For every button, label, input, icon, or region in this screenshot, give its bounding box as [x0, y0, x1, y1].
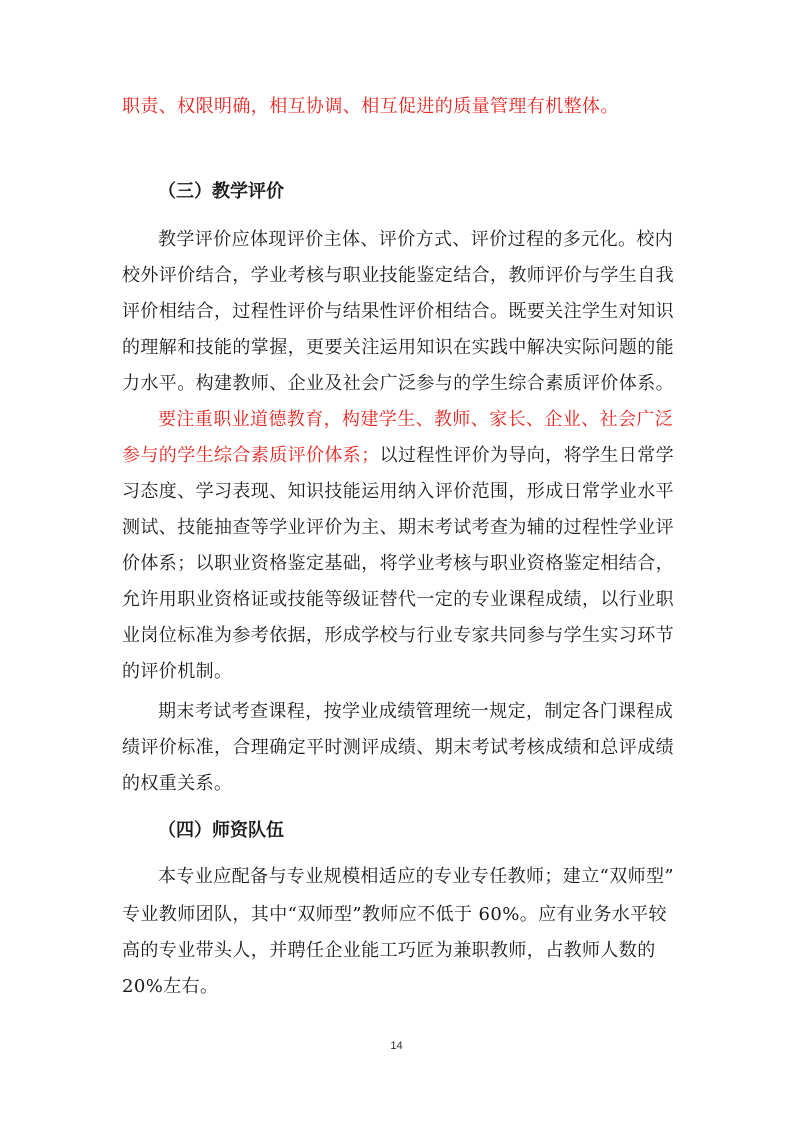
- paragraph-line: 本专业应配备与专业规模相适应的专业专任教师；建立“双师型”: [158, 866, 675, 887]
- paragraph-line: 业岗位标准为参考依据，形成学校与行业专家共同参与学生实习环节: [122, 625, 674, 646]
- paragraph-line: 允许用职业资格证或技能等级证替代一定的专业课程成绩，以行业职: [122, 589, 674, 610]
- paragraph-line: 评价相结合，过程性评价与结果性评价相结合。既要关注学生对知识: [122, 301, 674, 322]
- paragraph-line: 教学评价应体现评价主体、评价方式、评价过程的多元化。校内: [158, 229, 674, 250]
- paragraph-line: 期末考试考查课程，按学业成绩管理统一规定，制定各门课程成: [158, 701, 674, 722]
- intro-line: 职责、权限明确，相互协调、相互促进的质量管理有机整体。: [122, 96, 619, 117]
- paragraph-line: 校外评价结合，学业考核与职业技能鉴定结合，教师评价与学生自我: [122, 265, 674, 286]
- paragraph-line: 的理解和技能的掌握，更要关注运用知识在实践中解决实际问题的能: [122, 337, 674, 358]
- text-segment: 以过程性评价为导向，将学生日常学: [379, 445, 675, 466]
- paragraph-line: 高的专业带头人，并聘任企业能工巧匠为兼职教师，占教师人数的: [122, 940, 656, 961]
- section-heading-teaching-evaluation: （三）教学评价: [158, 181, 284, 202]
- paragraph-line: 的评价机制。: [122, 661, 233, 682]
- highlighted-text-segment: 参与的学生综合素质评价体系；: [122, 445, 380, 466]
- paragraph-line: 的权重关系。: [122, 773, 233, 794]
- paragraph-line: 绩评价标准，合理确定平时测评成绩、期末考试考核成绩和总评成绩: [122, 737, 674, 758]
- highlighted-text-line: 要注重职业道德教育，构建学生、教师、家长、企业、社会广泛: [158, 409, 674, 430]
- paragraph-line: 力水平。构建教师、企业及社会广泛参与的学生综合素质评价体系。: [122, 373, 674, 394]
- paragraph-line: 价体系；以职业资格鉴定基础，将学业考核与职业资格鉴定相结合，: [122, 553, 674, 574]
- paragraph-line: 习态度、学习表现、知识技能运用纳入评价范围，形成日常学业水平: [122, 481, 674, 502]
- paragraph-line: 专业教师团队，其中“双师型”教师应不低于 60%。应有业务水平较: [122, 904, 667, 925]
- section-heading-faculty: （四）师资队伍: [158, 820, 284, 841]
- mixed-paragraph-line: [122, 445, 674, 467]
- paragraph-line: 20%左右。: [122, 976, 219, 997]
- paragraph-line: 测试、技能抽查等学业评价为主、期末考试考查为辅的过程性学业评: [122, 517, 674, 538]
- page-number: 14: [390, 1040, 403, 1052]
